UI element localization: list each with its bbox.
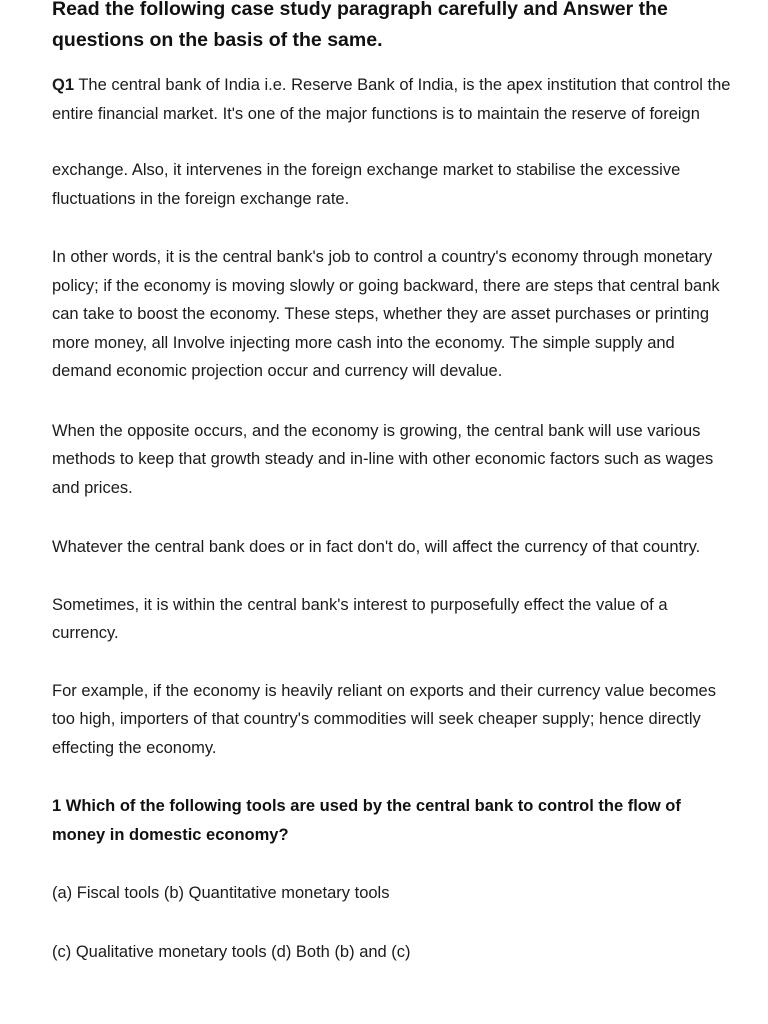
options-a-b: (a) Fiscal tools (b) Quantitative monetary tools <box>52 884 390 902</box>
paragraph-7: For example, if the economy is heavily reliant on exports and their currency value becomes too high, importers of that country's commodities will seek cheaper supply; hence directly effecting the economy. <box>52 681 716 757</box>
question-label: Q1 <box>52 76 75 94</box>
paragraph-5: Whatever the central bank does or in fact don't do, will affect the currency of that country. <box>52 538 701 556</box>
paragraph-2: exchange. Also, it intervenes in the foreign exchange market to stabilise the excessive fluctuations in the foreign exchange rate. <box>52 161 681 208</box>
paragraph-1 <box>52 71 734 128</box>
paragraph-3: In other words, it is the central bank's job to control a country's economy through monetary policy; if the economy is moving slowly or going backward, there are steps that central bank can take to boost the economy. These steps, whether they are asset purchases or printing more money, all Involve injecting more cash into the economy. The simple supply and demand economic projection occur and currency will devalue. <box>52 248 720 380</box>
paragraph-4: When the opposite occurs, and the economy is growing, the central bank will use various methods to keep that growth steady and in-line with other economic factors such as wages and prices. <box>52 421 714 497</box>
options-c-d: (c) Qualitative monetary tools (d) Both (b) and (c) <box>52 942 411 961</box>
paragraph-6: Sometimes, it is within the central bank's interest to purposefully effect the value of a currency. <box>52 595 668 642</box>
question-1: 1 Which of the following tools are used by the central bank to control the flow of money in domestic economy? <box>52 797 681 844</box>
paragraph-1-text: The central bank of India i.e. Reserve Bank of India, is the apex institution that control the entire financial market. It's one of the major functions is to maintain the reserve of foreign <box>52 76 731 123</box>
case-study-heading: Read the following case study paragraph carefully and Answer the questions on the basis of the same. <box>52 0 668 51</box>
